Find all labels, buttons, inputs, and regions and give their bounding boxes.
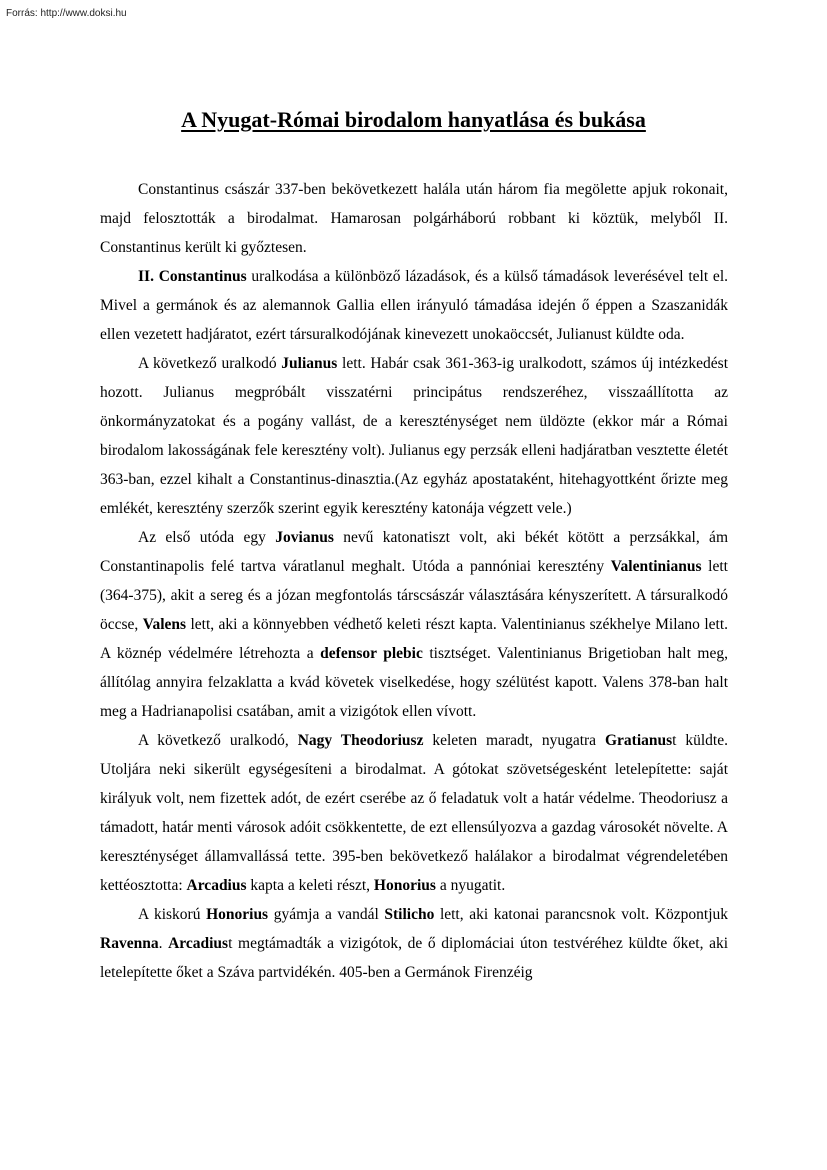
bold-term: defensor plebic	[320, 645, 423, 662]
paragraph	[100, 900, 728, 987]
document-title: A Nyugat-Római birodalom hanyatlása és bukása	[181, 107, 646, 132]
bold-term: Julianus	[281, 355, 338, 372]
paragraph	[100, 262, 728, 349]
bold-term: Ravenna	[100, 935, 159, 952]
text-run: keleten maradt, nyugatra	[423, 732, 605, 749]
bold-term: Nagy Theodoriusz	[297, 732, 424, 749]
text-run: A következő uralkodó	[138, 355, 282, 372]
paragraph	[100, 349, 728, 523]
paragraph	[100, 726, 728, 900]
text-run: A kiskorú	[138, 906, 207, 923]
document-body	[100, 175, 728, 987]
bold-term: II. Constantinus	[138, 268, 247, 285]
bold-term: Arcadius	[168, 935, 229, 952]
text-run: lett, aki katonai parancsnok volt. Központjuk	[434, 906, 728, 923]
text-run: tisztséget. Valentinianus Brigetioban halt meg, állítólag annyira felzaklatta a kvád követek viselkedése, hogy szélütést kapott. Valens 378-ban halt meg a Hadrianapolisi csatában, amit a vizigótok ellen vívott.	[100, 645, 728, 720]
text-run: t megtámadták a vizigótok, de ő diplomáciai úton testvéréhez küldte őket, aki letelepítette őket a Száva partvidékén. 405-ben a Germánok Firenzéig	[100, 935, 729, 981]
text-run: lett. Habár csak 361-363-ig uralkodott, számos új intézkedést hozott. Julianus megpróbált visszatérni principátus rendszeréhez, visszaállította az önkormányzatokat és a pogány vallást, de a kereszténységet nem üldözte (ekkor már a Római birodalom lakosságának fele keresztény volt). Julianus egy perzsák elleni hadjáratban vesztette életét 363-ban, ezzel kihalt a Constantinus-dinasztia.(Az egyház apostataként, hitehagyottként őrizte meg emlékét, keresztény szerzők szerint egyik keresztény katonája végzett vele.)	[100, 355, 729, 517]
text-run: nevű katonatiszt volt, aki békét kötött a perzsákkal, ám Constantinapolis felé tartva váratlanul meghalt. Utóda a pannóniai keresztény	[100, 529, 728, 575]
text-run: t küldte. Utoljára neki sikerült egységesíteni a birodalmat. A gótokat szövetségesként letelepítette: saját királyuk volt, nem fizettek adót, de ezért cserébe az ő feladatuk volt a határ védelme. Theodoriusz a támadott, határ menti városok adóit csökkentette, de ezt ellensúlyozva a gazdag városokét növelte. A kereszténységet államvallássá tette. 395-ben bekövetkező halálakor a birodalmat végrendeletében kettéosztotta:	[100, 732, 728, 894]
bold-term: Arcadius	[186, 877, 247, 894]
bold-term: Honorius	[206, 906, 269, 923]
bold-term: Valentinianus	[610, 558, 702, 575]
text-run: gyámja a vandál	[268, 906, 385, 923]
paragraph	[100, 175, 728, 262]
text-run: Constantinus császár 337-ben bekövetkezett halála után három fia megölette apjuk rokonait, majd felosztották a birodalmat. Hamarosan polgárháború robbant ki köztük, melyből II. Constantinus került ki győztesen.	[100, 181, 728, 256]
bold-term: Honorius	[373, 877, 436, 894]
text-run: lett (364-375), akit a sereg és a józan megfontolás társcsászár választására kényszerített. A társuralkodó öccse,	[100, 558, 728, 633]
text-run: uralkodása a különböző lázadások, és a külső támadások leverésével telt el. Mivel a germánok és az alemannok Gallia ellen irányuló támadása idején ő éppen a Szaszanidák ellen vezetett hadjáratot, ezért társuralkodójának kinevezett unokaöccsét, Julianust küldte oda.	[100, 268, 728, 343]
source-label: Forrás: http://www.doksi.hu	[6, 8, 127, 19]
text-run: A következő uralkodó,	[138, 732, 298, 749]
bold-term: Jovianus	[275, 529, 334, 546]
text-run: kapta a keleti részt,	[246, 877, 374, 894]
text-run: Az első utóda egy	[138, 529, 276, 546]
text-run: lett, aki a könnyebben védhető keleti részt kapta. Valentinianus székhelye Milano lett. A köznép védelmére létrehozta a	[100, 616, 728, 662]
bold-term: Valens	[142, 616, 187, 633]
bold-term: Gratianus	[604, 732, 673, 749]
text-run: .	[158, 935, 169, 952]
bold-term: Stilicho	[384, 906, 435, 923]
paragraph	[100, 523, 728, 726]
text-run: a nyugatit.	[435, 877, 506, 894]
